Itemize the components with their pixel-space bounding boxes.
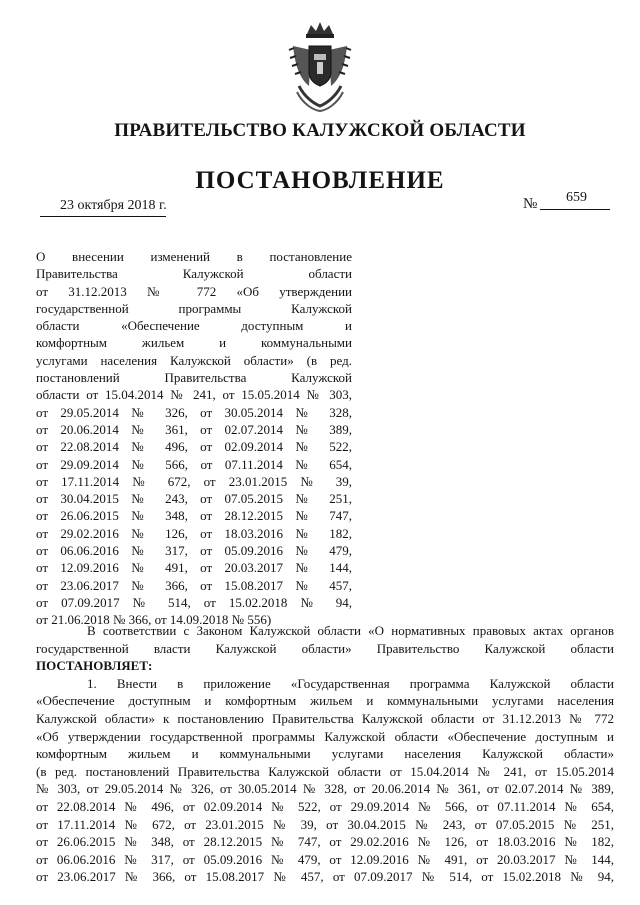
- subject-line: от 30.04.2015 № 243, от 07.05.2015 № 251,: [36, 491, 352, 507]
- subject-line: от 23.06.2017 № 366, от 15.08.2017 № 457,: [36, 577, 352, 593]
- document-body: [36, 622, 614, 886]
- preamble-line: В соответствии с Законом Калужской области «О нормативных правовых актах органов: [87, 623, 614, 638]
- subject-line: государственной программы Калужской: [36, 300, 352, 316]
- item-line: от 23.06.2017 № 366, от 15.08.2017 № 457, от 07.09.2017 № 514, от 15.02.2018 № 94,: [36, 869, 614, 885]
- subject-line: области «Обеспечение доступным и: [36, 318, 352, 334]
- date-underline: [40, 216, 166, 217]
- number-underline: [540, 209, 610, 210]
- subject-line: от 29.05.2014 № 326, от 30.05.2014 № 328,: [36, 404, 352, 420]
- government-title: ПРАВИТЕЛЬСТВО КАЛУЖСКОЙ ОБЛАСТИ: [114, 120, 526, 141]
- subject-line: от 29.02.2016 № 126, от 18.03.2016 № 182,: [36, 525, 352, 541]
- subject-line: О внесении изменений в постановление: [36, 249, 352, 264]
- item-line: 1. Внести в приложение «Государственная программа Калужской области: [87, 675, 614, 691]
- item-line: Калужской области» к постановлению Правительства Калужской области от 31.12.2013 № 772: [36, 710, 614, 726]
- subject-line: от 06.06.2016 № 317, от 05.09.2016 № 479,: [36, 543, 352, 559]
- subject-line: от 22.08.2014 № 496, от 02.09.2014 № 522,: [36, 439, 352, 455]
- item-line: комфортным жильем и коммунальными услугами населения Калужской области»: [36, 746, 614, 762]
- item-line: «Обеспечение доступным и комфортным жильем и коммунальными услугами населения: [36, 693, 614, 709]
- item-line: (в ред. постановлений Правительства Калужской области от 15.04.2014 № 241, от 15.05.2014: [36, 763, 614, 779]
- number-sign: №: [523, 196, 538, 212]
- subject-line: от 29.09.2014 № 566, от 07.11.2014 № 654,: [36, 456, 352, 472]
- subject-line: от 17.11.2014 № 672, от 23.01.2015 № 39,: [36, 473, 352, 489]
- subject-line: комфортным жильем и коммунальными: [36, 335, 352, 351]
- subject-line: Правительства Калужской области: [36, 266, 352, 282]
- item-line: от 26.06.2015 № 348, от 28.12.2015 № 747, от 29.02.2016 № 126, от 18.03.2016 № 182,: [36, 834, 614, 850]
- subject-line: от 20.06.2014 № 361, от 02.07.2014 № 389,: [36, 421, 352, 437]
- document-subject: [36, 248, 352, 629]
- item-line: «Об утверждении государственной программы Калужской области «Обеспечение доступным и: [36, 728, 614, 744]
- subject-line: от 21.06.2018 № 366, от 14.09.2018 № 556): [36, 612, 272, 628]
- document-date: 23 октября 2018 г.: [60, 198, 167, 213]
- subject-line: от 07.09.2017 № 514, от 15.02.2018 № 94,: [36, 594, 352, 610]
- item-line: № 303, от 29.05.2014 № 326, от 30.05.2014 № 328, от 20.06.2014 № 361, от 02.07.2014 № 389,: [36, 781, 614, 797]
- coat-of-arms-icon: [285, 20, 355, 115]
- subject-line: услугами населения Калужской области» (в ред.: [36, 352, 352, 368]
- resolves-heading: ПОСТАНОВЛЯЕТ:: [36, 658, 153, 674]
- item-line: от 17.11.2014 № 672, от 23.01.2015 № 39, от 30.04.2015 № 243, от 07.05.2015 № 251,: [36, 816, 614, 832]
- subject-line: от 12.09.2016 № 491, от 20.03.2017 № 144,: [36, 560, 352, 576]
- preamble-line: государственной власти Калужской области» Правительство Калужской области: [36, 640, 614, 656]
- item-line: от 06.06.2016 № 317, от 05.09.2016 № 479, от 12.09.2016 № 491, от 20.03.2017 № 144,: [36, 851, 614, 867]
- document-number: 659: [566, 190, 587, 205]
- subject-line: области от 15.04.2014 № 241, от 15.05.2014 № 303,: [36, 387, 352, 403]
- subject-line: от 31.12.2013 № 772 «Об утверждении: [36, 283, 352, 299]
- document-type-title: ПОСТАНОВЛЕНИЕ: [195, 167, 445, 194]
- item-line: от 22.08.2014 № 496, от 02.09.2014 № 522, от 29.09.2014 № 566, от 07.11.2014 № 654,: [36, 798, 614, 814]
- subject-line: постановлений Правительства Калужской: [36, 370, 352, 386]
- subject-line: от 26.06.2015 № 348, от 28.12.2015 № 747,: [36, 508, 352, 524]
